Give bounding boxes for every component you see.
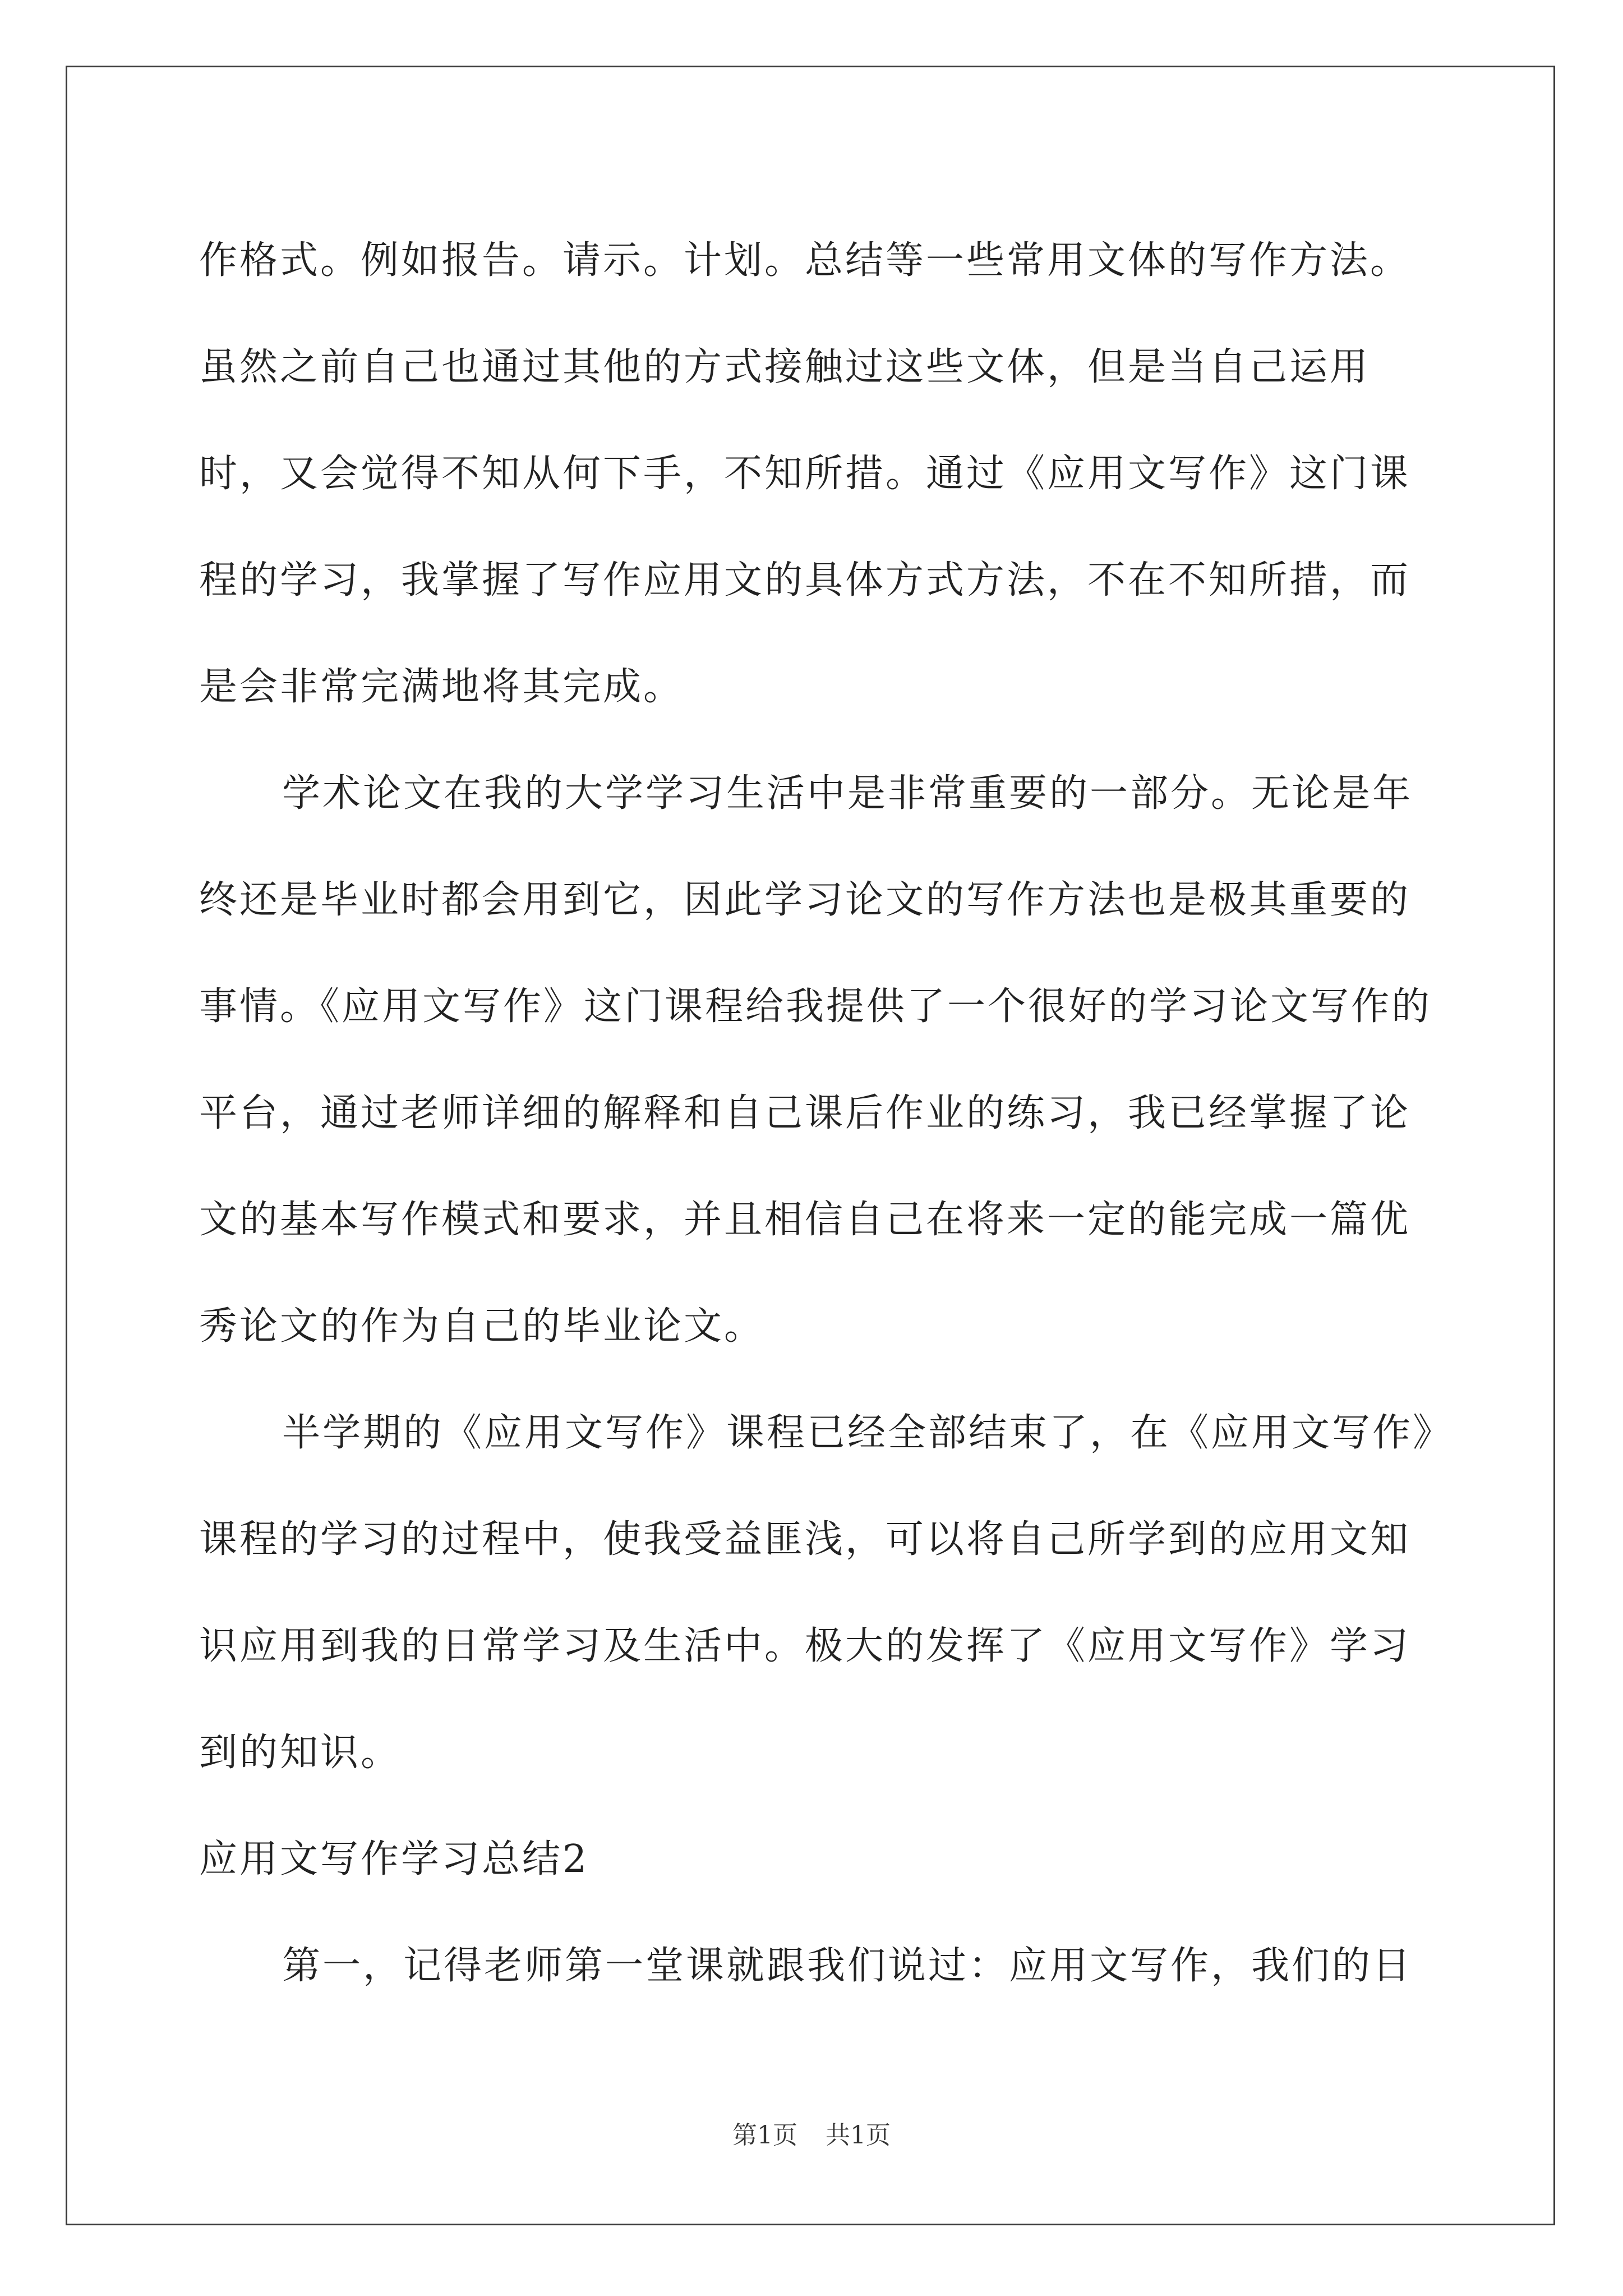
page-number: 第1页 [732,2121,797,2150]
paragraph-4: 第一，记得老师第一堂课就跟我们说过：应用文写作，我们的日 [282,1944,1413,1988]
page-total: 共1页 [826,2121,891,2150]
page-footer [0,2115,1623,2151]
section-heading: 应用文写作学习总结2 [199,1837,589,1881]
paragraph-3: 半学期的《应用文写作》课程已经全部结束了，在《应用文写作》课程的学习的过程中，使我受益匪浅，可以将自己所学到的应用文知识应用到我的日常学习及生活中。极大的发挥了《应用文写作》学习到的知识。 [199,1411,1435,1775]
paragraph-2: 学术论文在我的大学学习生活中是非常重要的一部分。无论是年终还是毕业时都会用到它，因此学习论文的写作方法也是极其重要的事情。《应用文写作》这门课程给我提供了一个很好的学习论文写作的平台，通过老师详细的解释和自己课后作业的练习，我已经掌握了论文的基本写作模式和要求，并且相信自己在将来一定的能完成一篇优秀论文的作为自己的毕业论文。 [199,771,1432,1349]
paragraph-1: 作格式。例如报告。请示。计划。总结等一些常用文体的写作方法。虽然之前自己也通过其他的方式接触过这些文体，但是当自己运用时，又会觉得不知从何下手，不知所措。通过《应用文写作》这门课程的学习，我掌握了写作应用文的具体方式方法，不在不知所措，而是会非常完满地将其完成。 [199,238,1411,709]
document-body [199,208,1450,2019]
